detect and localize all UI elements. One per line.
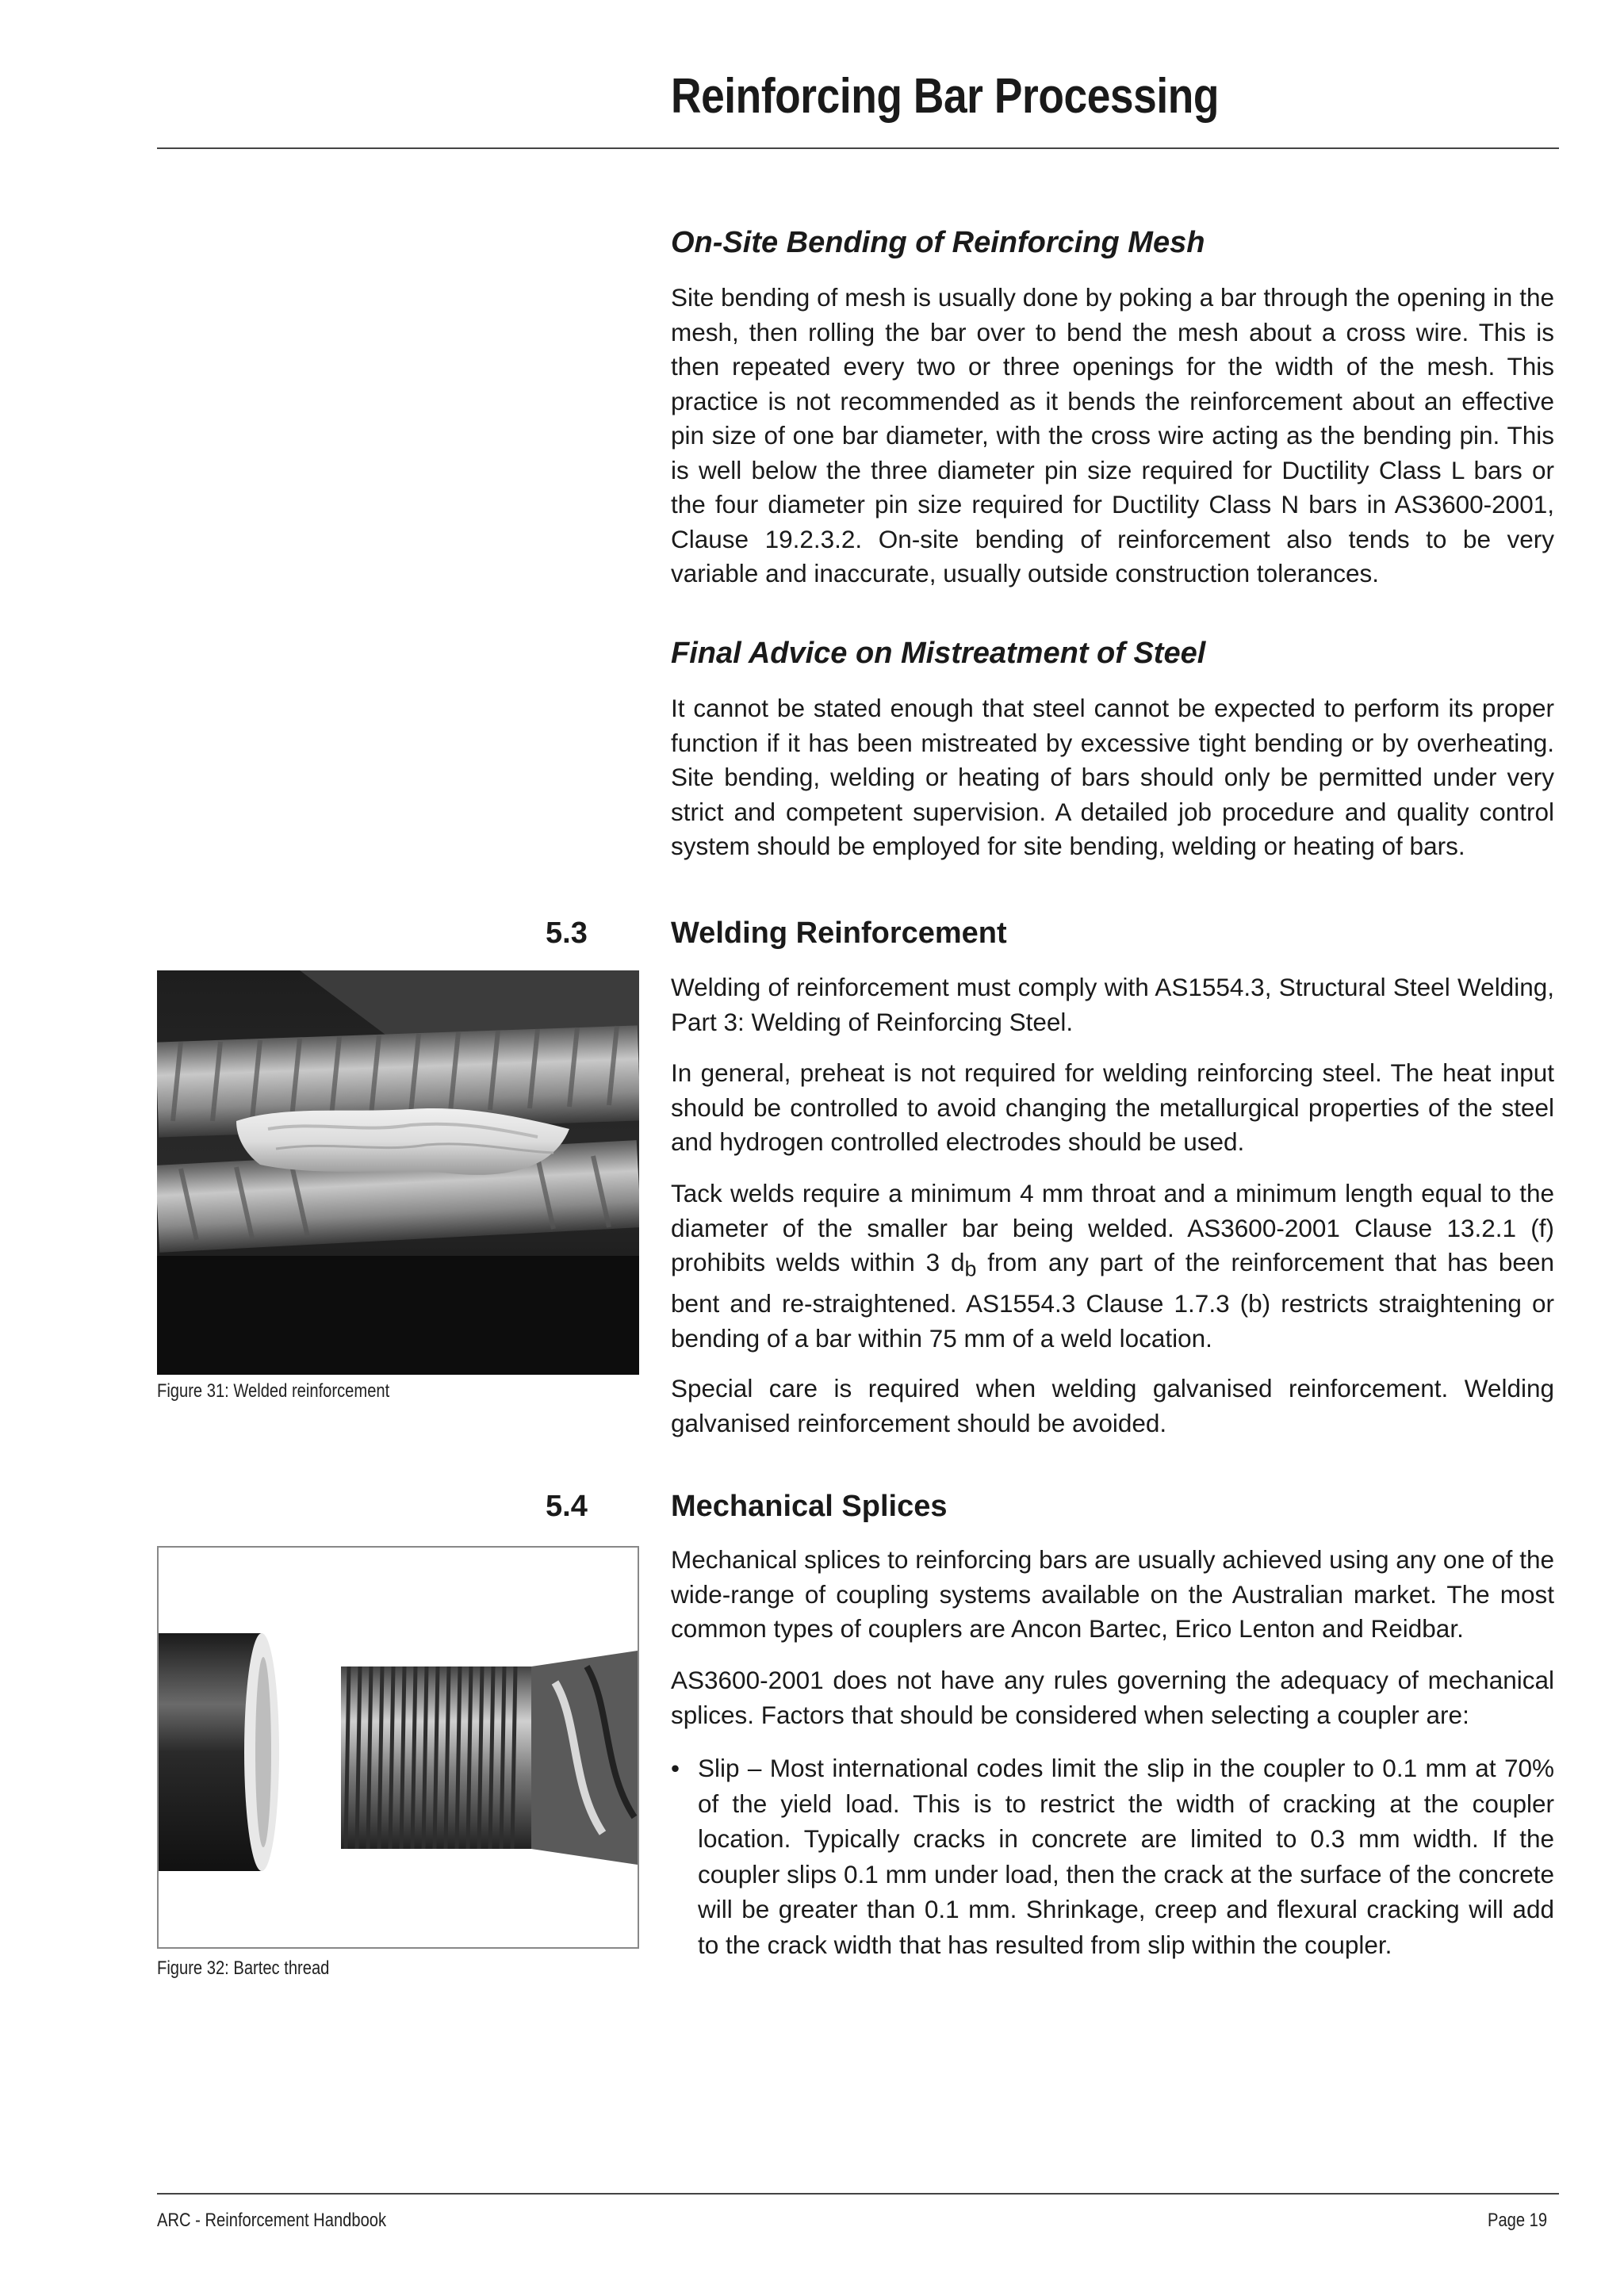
- welded-bars-image: [157, 970, 639, 1375]
- bullet-icon: •: [671, 1754, 680, 1782]
- welding-paragraph-4: Special care is required when welding galvanised reinforcement. Welding galvanised reinforcement should be avoided.: [671, 1374, 1554, 1437]
- section-heading-welding: Welding Reinforcement: [671, 916, 1007, 950]
- figure-bartec-thread-photo: [157, 1546, 639, 1949]
- bartec-thread-image: [159, 1548, 638, 1947]
- section-heading-advice: Final Advice on Mistreatment of Steel: [671, 637, 1206, 670]
- welding-paragraph-2: In general, preheat is not required for welding reinforcing steel. The heat input should be controlled to avoid changing the metallurgical properties of the steel and hydrogen controlled electrodes should be used.: [671, 1058, 1554, 1156]
- figure-welded-reinforcement-photo: [157, 970, 639, 1375]
- footer-publication: ARC - Reinforcement Handbook: [157, 2210, 387, 2231]
- figure-31-caption: Figure 31: Welded reinforcement: [157, 1380, 390, 1402]
- footer-divider: [157, 2193, 1559, 2195]
- list-item-slip: [671, 1751, 1554, 1962]
- figure-32-caption: Figure 32: Bartec thread: [157, 1957, 330, 1979]
- header-divider: [157, 147, 1559, 149]
- bullet-text: Slip – Most international codes limit the slip in the coupler to 0.1 mm at 70% of the yield load. This is to restrict the width of cracking at the coupler location. Typically cracks in concrete are limited to 0.3 mm width. If the coupler slips 0.1 mm under load, then the crack at the surface of the concrete will be greater than 0.1 mm. Shrinkage, creep and flexural cracking will add to the crack width that has resulted from slip within the coupler.: [698, 1754, 1554, 1959]
- welding-paragraph-3: Tack welds require a minimum 4 mm throat and a minimum length equal to the diameter of the smaller bar being welded. AS3600-2001 Clause 13.2.1 (f) prohibits welds within 3 $d_b$ from any part of the reinforcement that has been bent and re-straightened. AS1554.3 Clause 1.7.3 (b) restricts straightening or bending of a bar within 75 mm of a weld location.: [671, 1179, 1554, 1353]
- section-heading-mesh: On-Site Bending of Reinforcing Mesh: [671, 226, 1205, 259]
- splices-paragraph-1: Mechanical splices to reinforcing bars are usually achieved using any one of the wide-range of coupling systems available on the Australian market. The most common types of couplers are Ancon Bartec, Erico Lenton and Reidbar.: [671, 1545, 1554, 1643]
- advice-paragraph: It cannot be stated enough that steel cannot be expected to perform its proper function if it has been mistreated by excessive tight bending or by overheating. Site bending, welding or heating of bars should only be permitted under very strict and competent supervision. A detailed job procedure and quality control system should be employed for site bending, welding or heating of bars.: [671, 694, 1554, 860]
- page-title: Reinforcing Bar Processing: [671, 69, 1220, 124]
- footer-page-number: Page 19: [1488, 2210, 1548, 2231]
- splices-paragraph-2: AS3600-2001 does not have any rules governing the adequacy of mechanical splices. Factors that should be considered when selecting a coupler are:: [671, 1666, 1554, 1729]
- section-number-5-3: 5.3: [546, 916, 588, 950]
- section-heading-splices: Mechanical Splices: [671, 1490, 948, 1523]
- mesh-paragraph: Site bending of mesh is usually done by poking a bar through the opening in the mesh, then rolling the bar over to bend the mesh about a cross wire. This is then repeated every two or three openings for the width of the mesh. This practice is not recommended as it bends the reinforcement about an effective pin size of one bar diameter, with the cross wire acting as the bending pin. This is well below the three diameter pin size required for Ductility Class L bars or the four diameter pin size required for Ductility Class N bars in AS3600-2001, Clause 19.2.3.2. On-site bending of reinforcement also tends to be very variable and inaccurate, usually outside construction tolerances.: [671, 283, 1554, 587]
- welding-paragraph-1: Welding of reinforcement must comply with AS1554.3, Structural Steel Welding, Part 3: Welding of Reinforcing Steel.: [671, 973, 1554, 1036]
- section-number-5-4: 5.4: [546, 1490, 588, 1523]
